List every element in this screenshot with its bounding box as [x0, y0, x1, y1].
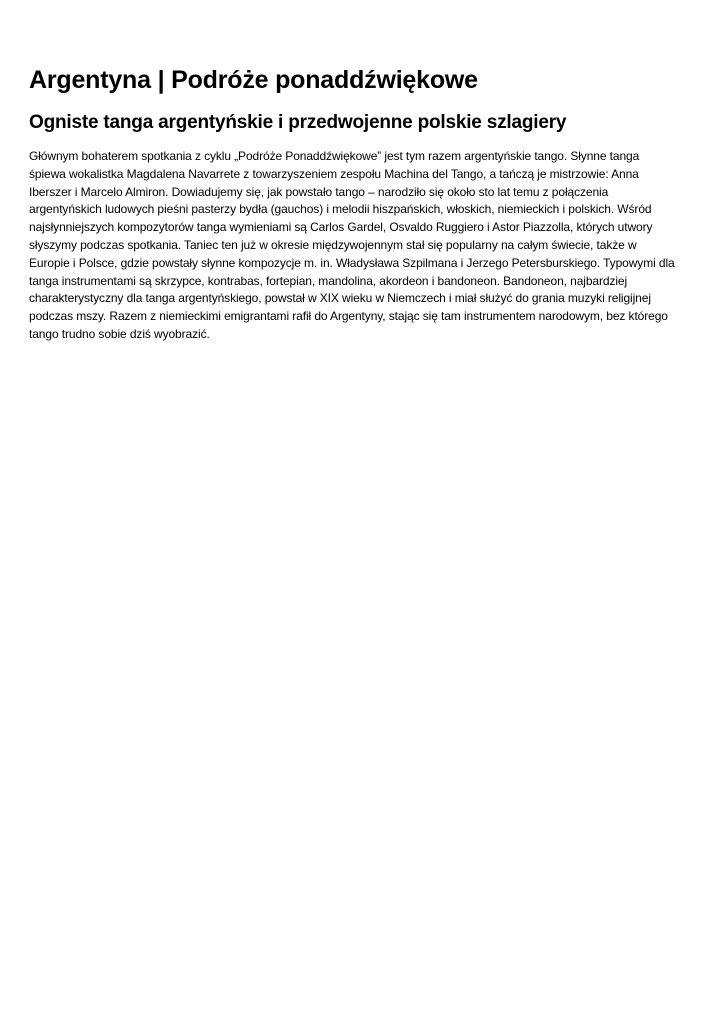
body-line: tanga instrumentami są skrzypce, kontrabas, fortepian, mandolina, akordeon i bandoneon. Bandoneon, najbardziej	[29, 273, 628, 288]
body-line: Europie i Polsce, gdzie powstały słynne kompozycje m. in. Władysława Szpilmana i Jerzego Petersburskiego. Typowymi dla	[29, 255, 675, 270]
body-line: śpiewa wokalistka Magdalena Navarrete z towarzyszeniem zespołu Machina del Tango, a tańczą je mistrzowie: Anna	[29, 166, 639, 181]
body-line: Głównym bohaterem spotkania z cyklu „Podróże Ponaddźwiękowe” jest tym razem argentyńskie tango. Słynne tanga	[29, 149, 640, 163]
body-line: charakterystyczny dla tanga argentyńskiego, powstał w XIX wieku w Niemczech i miał służyć do grania muzyki religijnej	[29, 291, 651, 306]
body-line: podczas mszy. Razem z niemieckimi emigrantami rafił do Argentyny, stając się tam instrumentem narodowym, bez którego	[29, 309, 668, 324]
body-line: Iberszer i Marcelo Almiron. Dowiadujemy się, jak powstało tango – narodziło się około sto lat temu z połączenia	[29, 184, 609, 199]
body-paragraph	[29, 148, 694, 344]
body-line: słyszymy podczas spotkania. Taniec ten już w okresie międzywojennym stał się popularny na całym świecie, także w	[29, 237, 637, 252]
body-line: argentyńskich ludowych pieśni pasterzy bydła (gauchos) i melodii hiszpańskich, włoskich, niemieckich i polskich. Wśród	[29, 202, 652, 217]
body-line: tango trudno sobie dziś wyobrazić.	[29, 326, 210, 341]
body-line: najsłynniejszych kompozytorów tanga wymieniami są Carlos Gardel, Osvaldo Ruggiero i Astor Piazzolla, których utwory	[29, 220, 653, 235]
page-title: Argentyna | Podróże ponaddźwiękowe	[29, 66, 478, 94]
page-subtitle: Ogniste tanga argentyńskie i przedwojenne polskie szlagiery	[29, 112, 567, 133]
